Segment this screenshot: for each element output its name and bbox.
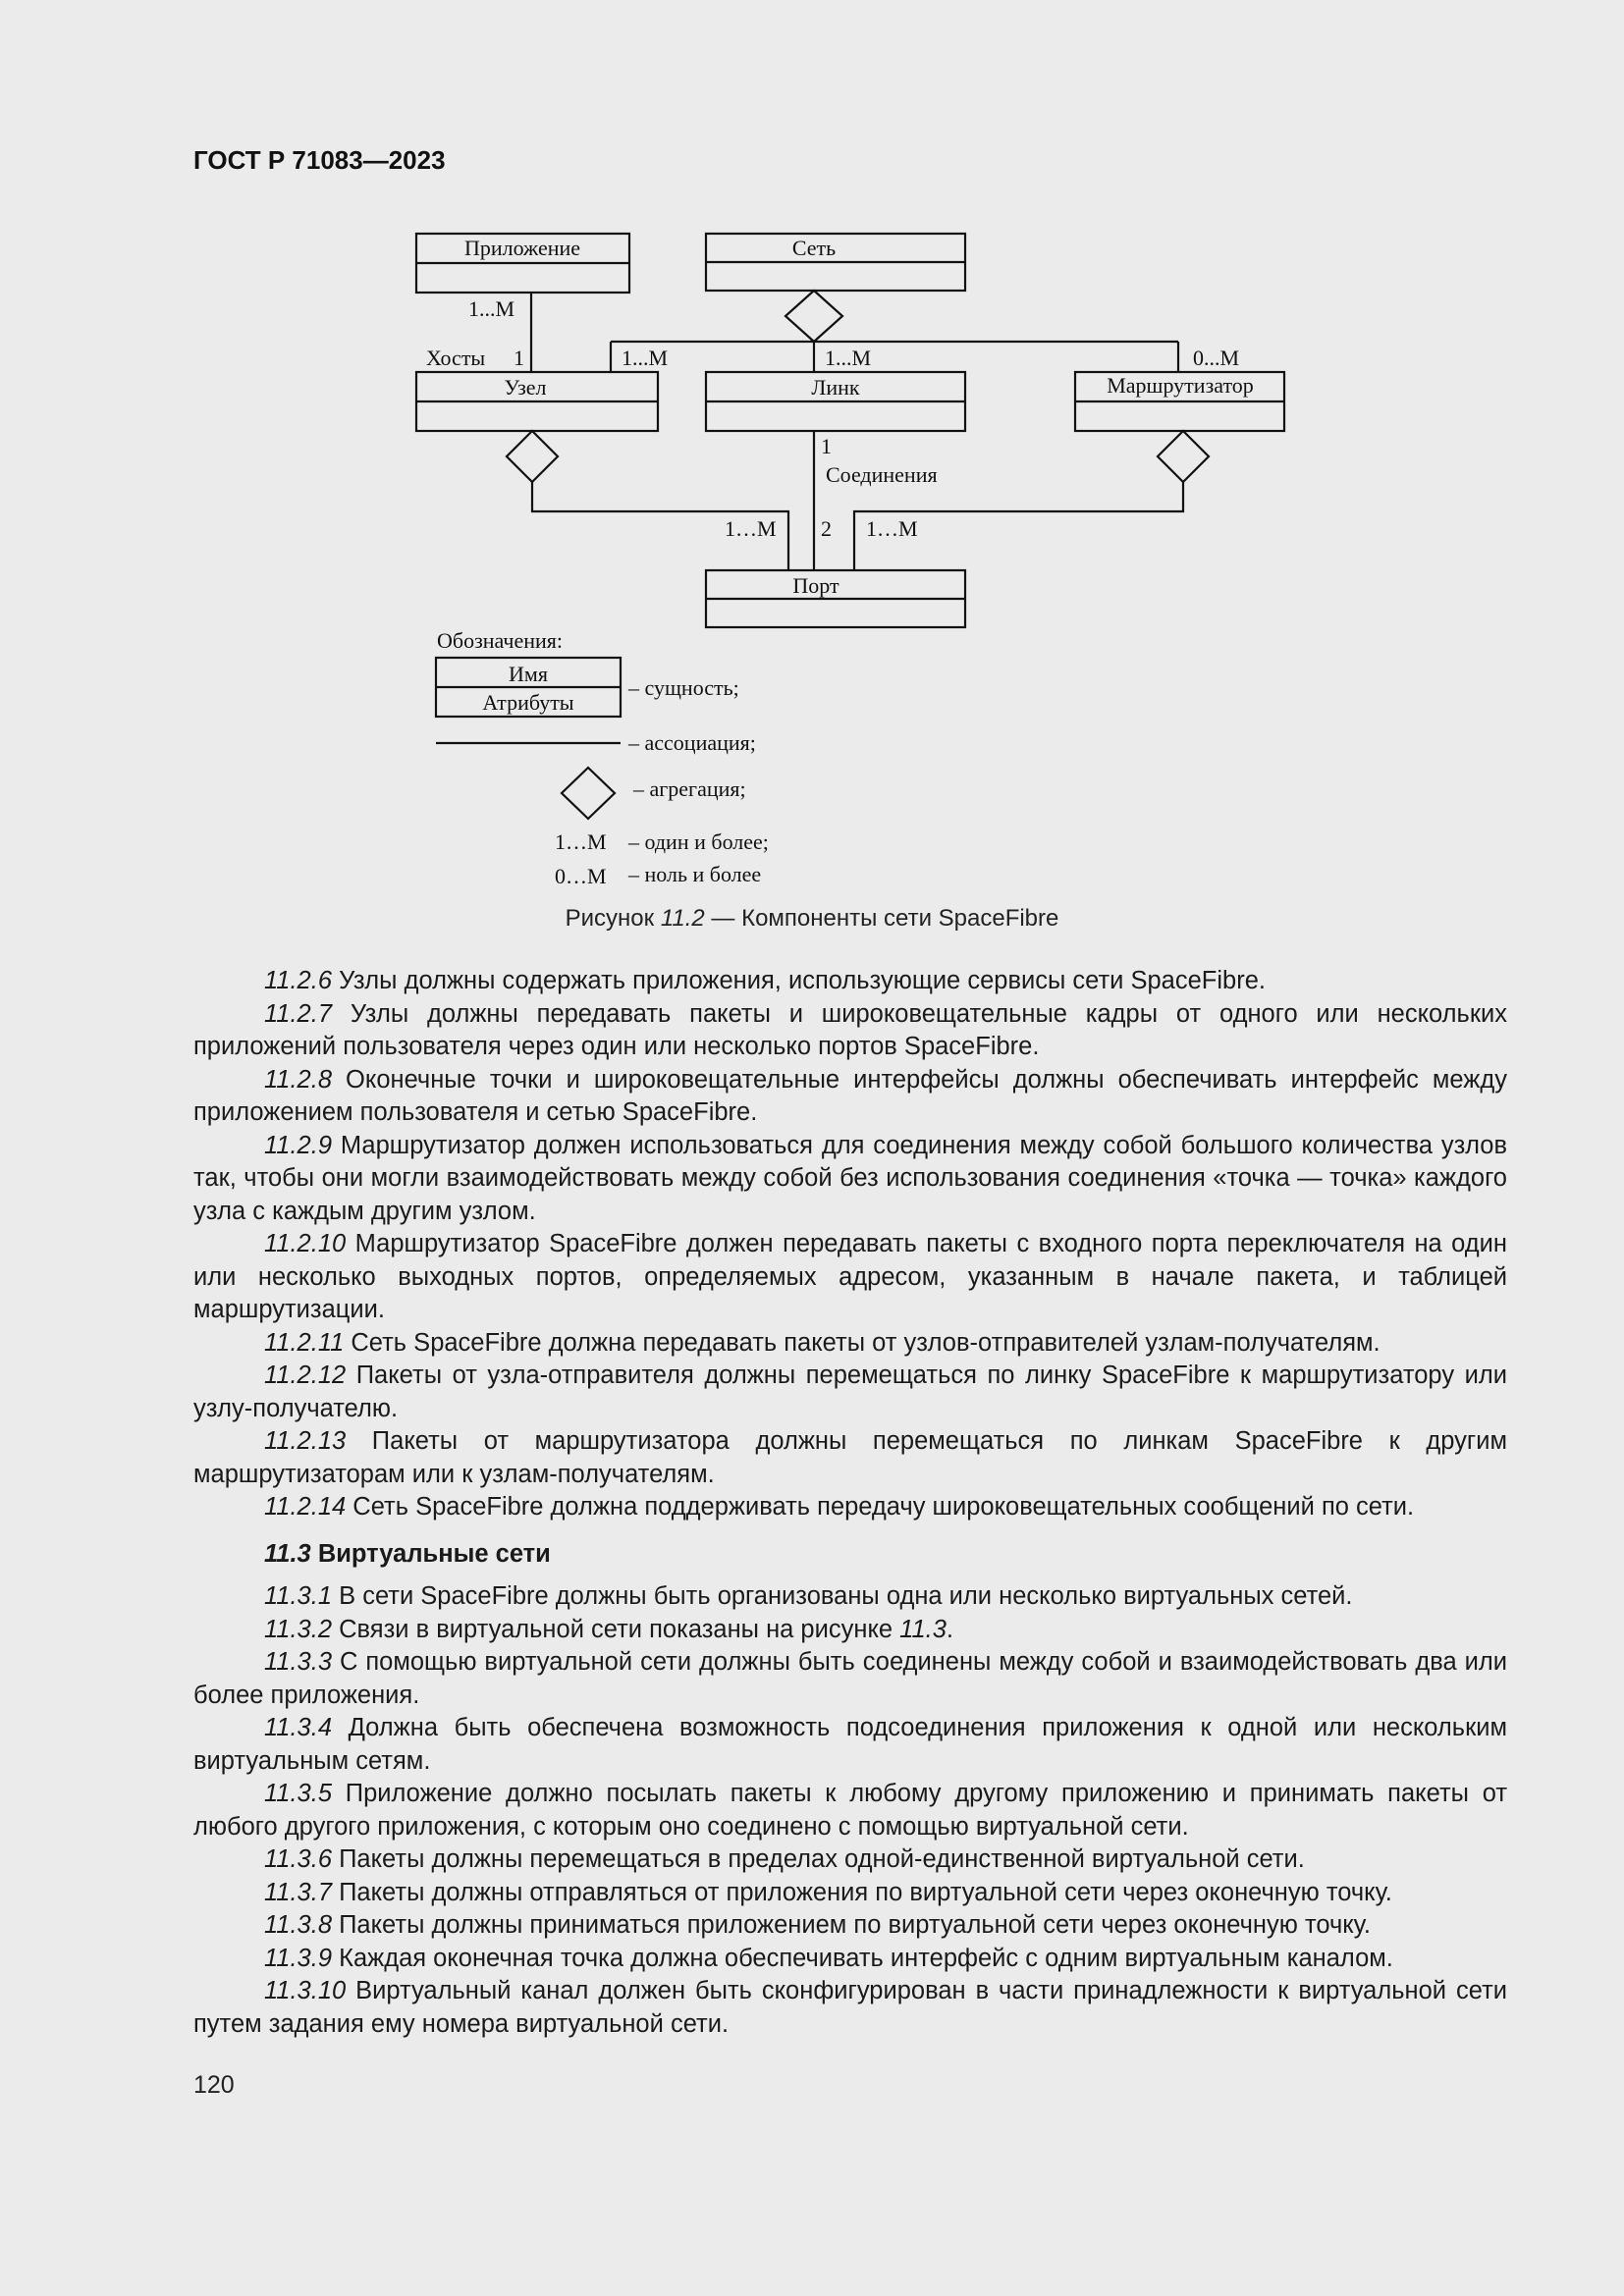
caption-number: 11.2	[660, 905, 705, 932]
link-port-two-label: 2	[821, 516, 832, 541]
legend-one-more-desc: – один и более;	[628, 829, 769, 854]
legend-aggregation-desc: – агрегация;	[633, 776, 746, 801]
paragraph	[193, 1909, 1507, 1943]
paragraph	[193, 1877, 1507, 1910]
paragraph-number: 11.2.14	[264, 1493, 347, 1521]
net-aggregation-diamond	[785, 291, 842, 342]
paragraph-number: 11.3.10	[264, 1977, 347, 2004]
entity-app-name: Приложение	[463, 236, 581, 260]
link-one-label: 1	[821, 434, 832, 458]
paragraph-tail: .	[946, 1615, 953, 1643]
legend-zero-more-desc: – ноль и более	[628, 862, 762, 886]
paragraph-number: 11.2.9	[264, 1131, 333, 1159]
net-link-multiplicity: 1...М	[825, 346, 872, 370]
paragraph-number: 11.3.4	[264, 1714, 333, 1741]
paragraph	[193, 1712, 1507, 1778]
paragraph-text: Пакеты должны перемещаться в пределах одной-единственной виртуальной сети.	[332, 1845, 1305, 1873]
paragraph-text: Должна быть обеспечена возможность подсоединения приложения к одной или нескольким виртуальным сетям.	[193, 1714, 1507, 1775]
entity-link-name: Линк	[811, 375, 860, 400]
paragraph	[193, 1327, 1507, 1361]
paragraph	[193, 1580, 1507, 1614]
paragraph-text: Приложение должно посылать пакеты к любому другому приложению и принимать пакеты от любого другого приложения, с которым оно соединено с помощью виртуальной сети.	[193, 1780, 1507, 1841]
legend-entity-name: Имя	[509, 662, 548, 686]
paragraph	[193, 1425, 1507, 1491]
paragraph-number: 11.2.10	[264, 1230, 347, 1257]
paragraph-number: 11.2.8	[264, 1065, 333, 1094]
paragraph	[193, 1646, 1507, 1712]
legend-entity-desc: – сущность;	[628, 675, 739, 700]
paragraph	[193, 1228, 1507, 1327]
paragraph-number: 11.2.12	[264, 1362, 347, 1389]
paragraph	[193, 1975, 1507, 2041]
paragraph-text: В сети SpaceFibre должны быть организованы одна или несколько виртуальных сетей.	[332, 1582, 1353, 1610]
paragraph-number: 11.3.5	[264, 1780, 333, 1807]
paragraph-text: Пакеты должны приниматься приложением по виртуальной сети через оконечную точку.	[332, 1911, 1371, 1939]
paragraph	[193, 1943, 1507, 1976]
hosts-one-label: 1	[514, 346, 524, 370]
paragraph-text: Виртуальный канал должен быть сконфигурирован в части принадлежности к виртуальной сети путем задания ему номера виртуальной сети.	[193, 1977, 1507, 2038]
paragraph-text: Пакеты от узла-отправителя должны перемещаться по линку SpaceFibre к маршрутизатору или узлу-получателю.	[193, 1362, 1507, 1422]
paragraph-number: 11.2.11	[264, 1328, 345, 1357]
paragraph-text: Связи в виртуальной сети показаны на рисунке	[332, 1615, 900, 1643]
network-components-diagram	[0, 0, 1624, 903]
legend-zero-more-symbol: 0…М	[555, 864, 607, 888]
paragraph-number: 11.3.6	[264, 1845, 333, 1873]
entity-node-name: Узел	[504, 375, 547, 400]
router-aggregation-diamond	[1158, 431, 1209, 482]
paragraph	[193, 1130, 1507, 1229]
caption-title: — Компоненты сети SpaceFibre	[704, 905, 1059, 932]
paragraph-number: 11.3.8	[264, 1911, 333, 1939]
section-title: Виртуальные сети	[310, 1539, 551, 1568]
node-aggregation-diamond	[507, 431, 558, 482]
paragraph-text: Маршрутизатор должен использоваться для соединения между собой большого количества узлов так, чтобы они могли взаимодействовать между собой без использования соединения «точка — точка» каждого узла с каждым другим узлом.	[193, 1131, 1507, 1225]
net-router-multiplicity: 0...М	[1193, 346, 1240, 370]
app-multiplicity: 1...М	[468, 296, 515, 321]
legend-entity-attrs: Атрибуты	[482, 690, 574, 715]
paragraph-text: Пакеты должны отправляться от приложения по виртуальной сети через оконечную точку.	[332, 1878, 1392, 1906]
caption-prefix: Рисунок	[565, 905, 661, 932]
paragraph-number: 11.3.9	[264, 1944, 333, 1972]
body-text	[193, 965, 1507, 2041]
page-number: 120	[193, 2071, 235, 2099]
paragraph	[193, 1491, 1507, 1524]
legend-aggregation-diamond	[562, 768, 615, 819]
section-number: 11.3	[264, 1539, 311, 1568]
entity-net-name: Сеть	[791, 236, 837, 260]
paragraph-text: Маршрутизатор SpaceFibre должен передавать пакеты с входного порта переключателя на один или несколько выходных портов, определяемых адресом, указанным в начале пакета, и таблицей маршрутизации.	[193, 1230, 1507, 1323]
figure-caption	[0, 905, 1624, 933]
paragraph-text: Сеть SpaceFibre должна передавать пакеты от узлов-отправителей узлам-получателям.	[344, 1328, 1380, 1357]
legend-association-desc: – ассоциация;	[628, 730, 756, 755]
paragraph	[193, 1360, 1507, 1425]
paragraph	[193, 1778, 1507, 1843]
paragraph-number: 11.3.7	[264, 1878, 333, 1906]
connections-label: Соединения	[826, 462, 938, 487]
hosts-label: Хосты	[426, 346, 486, 370]
section-heading	[193, 1538, 1507, 1572]
figure-reference: 11.3	[899, 1615, 947, 1643]
paragraph-number: 11.3.3	[264, 1648, 333, 1676]
legend-one-more-symbol: 1…М	[555, 829, 607, 854]
legend-title: Обозначения:	[437, 628, 564, 653]
paragraph	[193, 1064, 1507, 1130]
paragraph-number: 11.3.2	[264, 1615, 333, 1643]
paragraph	[193, 1843, 1507, 1877]
paragraph	[193, 998, 1507, 1064]
paragraph-number: 11.2.13	[264, 1427, 347, 1455]
paragraph-text: Пакеты от маршрутизатора должны перемещаться по линкам SpaceFibre к другим маршрутизаторам или к узлам-получателям.	[193, 1427, 1507, 1488]
paragraph	[193, 965, 1507, 998]
paragraph-number: 11.2.7	[264, 999, 333, 1028]
paragraph-text: С помощью виртуальной сети должны быть соединены между собой и взаимодействовать два или более приложения.	[193, 1648, 1507, 1709]
paragraph-text: Каждая оконечная точка должна обеспечивать интерфейс с одним виртуальным каналом.	[332, 1944, 1393, 1972]
node-port-multiplicity: 1…М	[725, 516, 777, 541]
paragraph-text: Оконечные точки и широковещательные интерфейсы должны обеспечивать интерфейс между приложением пользователя и сетью SpaceFibre.	[193, 1065, 1507, 1126]
paragraph-number: 11.2.6	[264, 967, 333, 994]
paragraph-text: Узлы должны передавать пакеты и широковещательные кадры от одного или нескольких приложений пользователя через один или несколько портов SpaceFibre.	[193, 999, 1507, 1060]
entity-port-name: Порт	[792, 573, 839, 598]
entity-router-name: Маршрутизатор	[1107, 373, 1254, 398]
net-node-multiplicity: 1...М	[622, 346, 669, 370]
paragraph-text: Узлы должны содержать приложения, использующие сервисы сети SpaceFibre.	[332, 967, 1266, 994]
paragraph-number: 11.3.1	[264, 1582, 333, 1610]
paragraph-text: Сеть SpaceFibre должна поддерживать передачу широковещательных сообщений по сети.	[346, 1493, 1415, 1521]
net-association-lines	[611, 342, 1178, 372]
document-header: ГОСТ Р 71083—2023	[193, 145, 446, 175]
router-port-multiplicity: 1…М	[866, 516, 918, 541]
paragraph	[193, 1614, 1507, 1647]
